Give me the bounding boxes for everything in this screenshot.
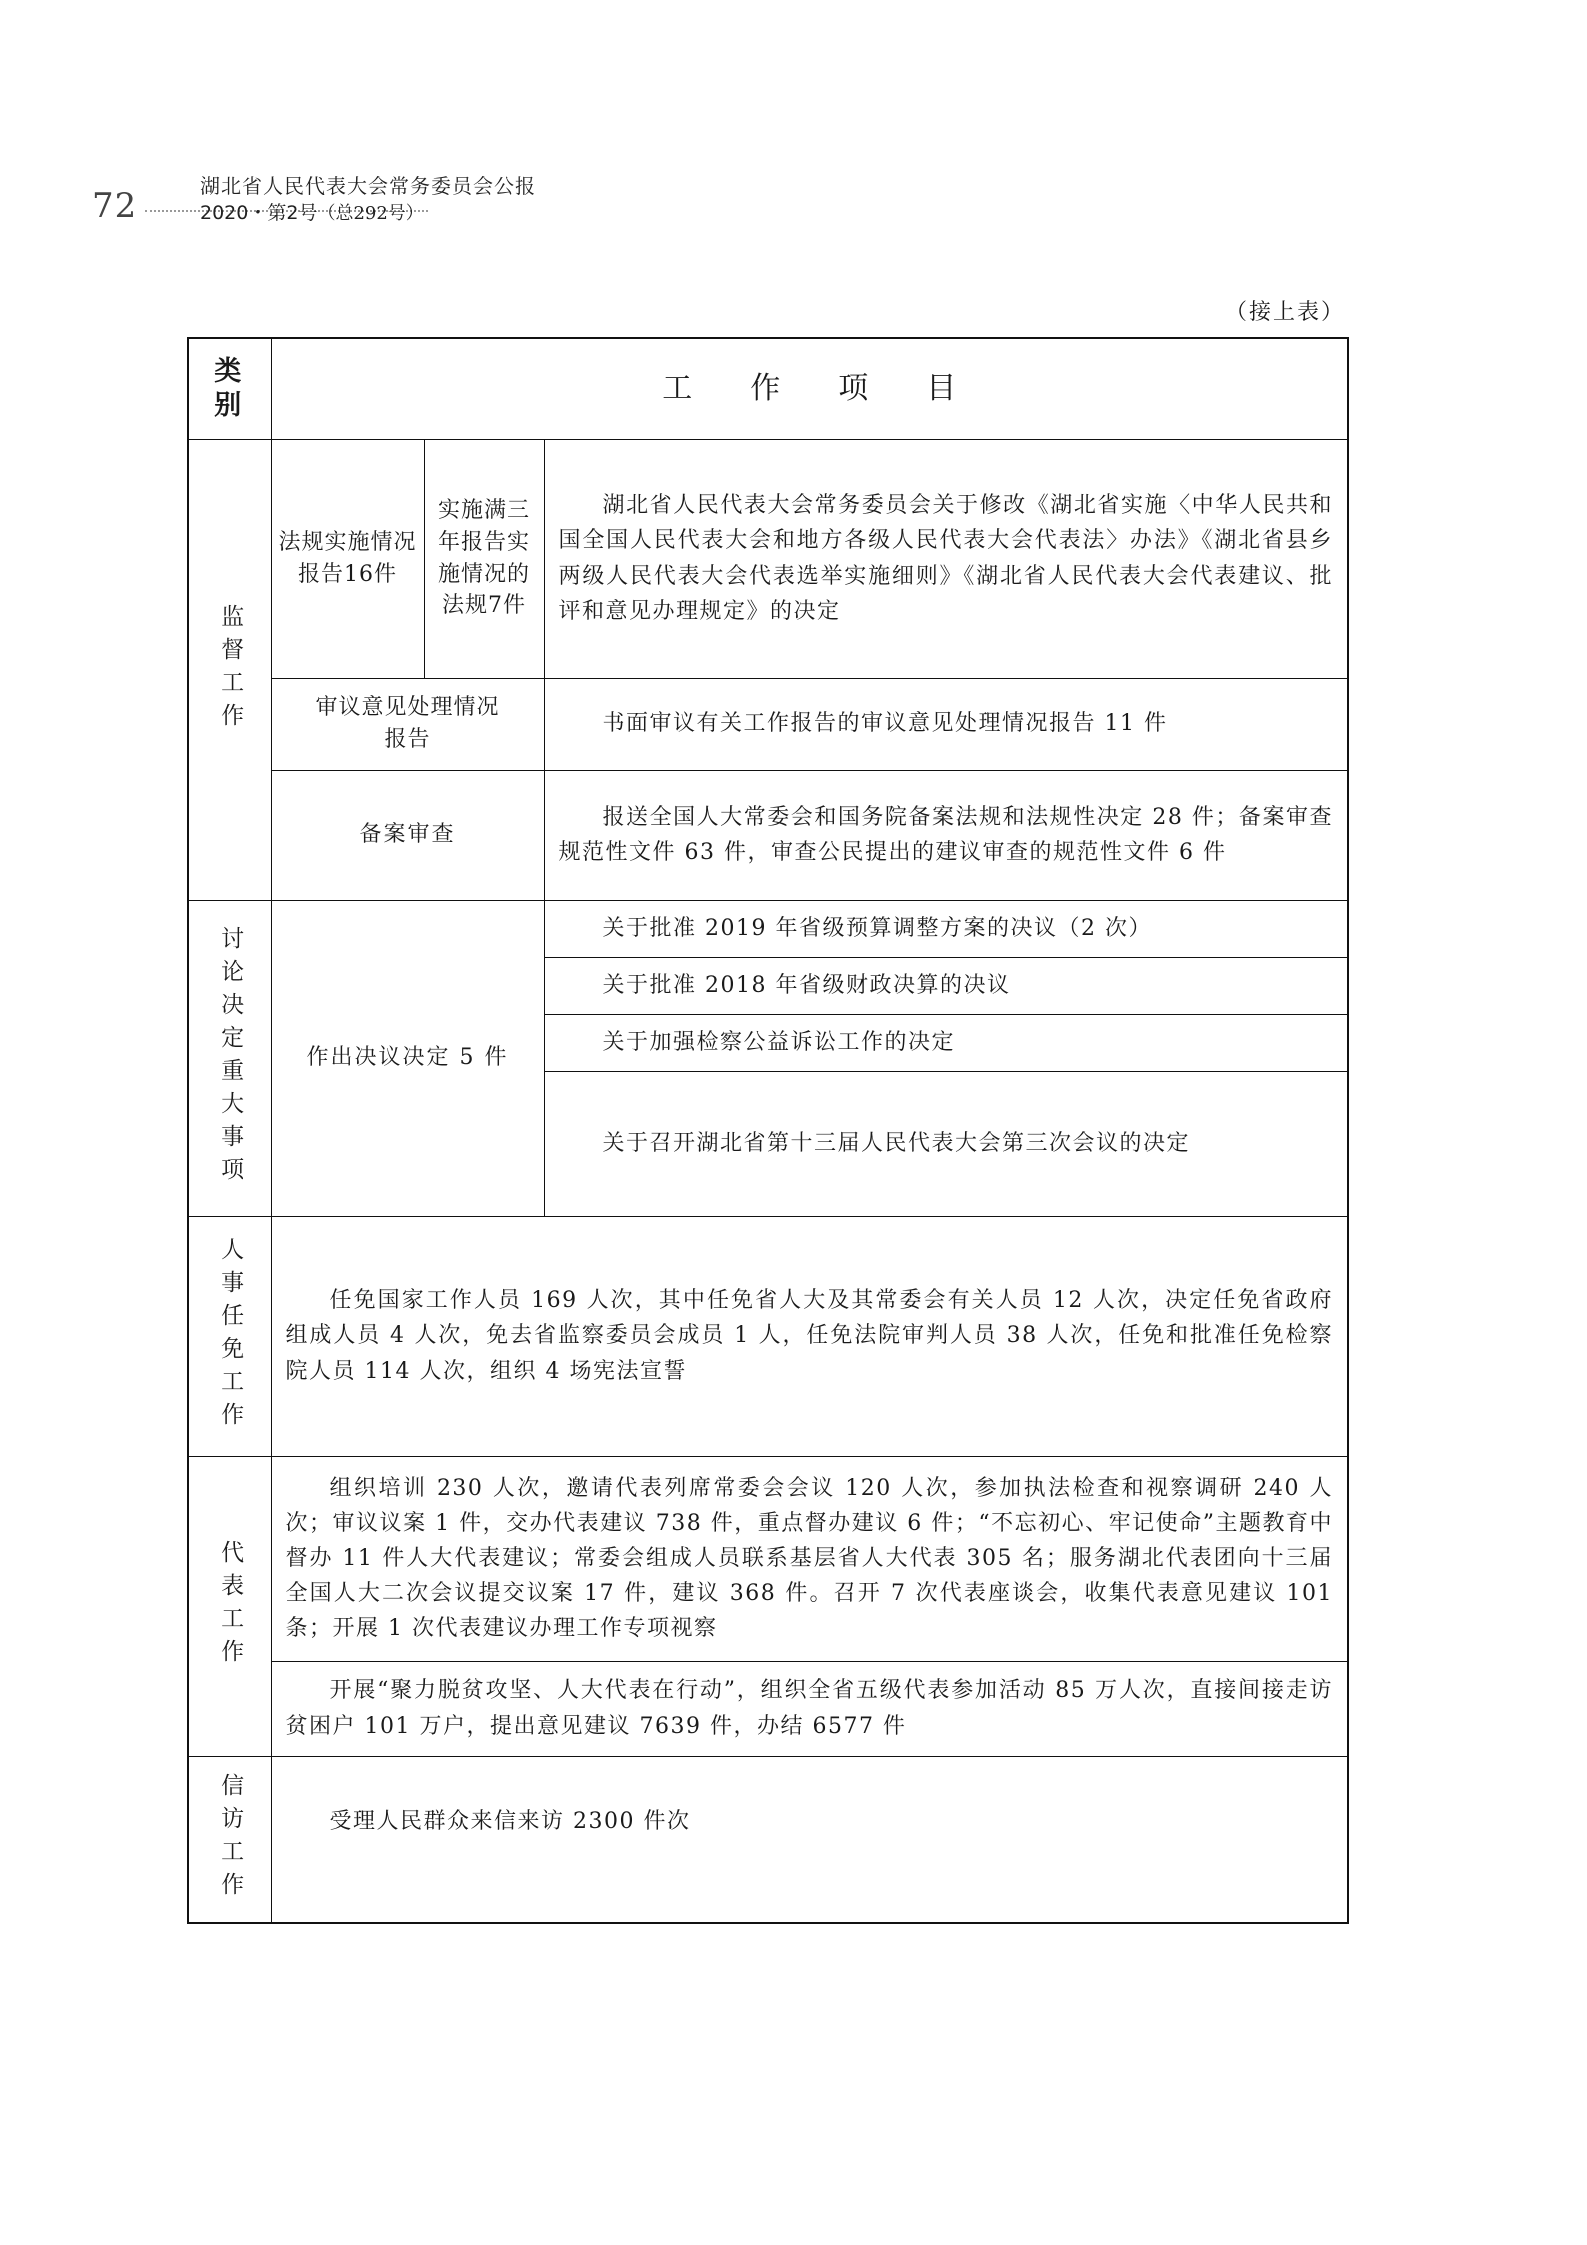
table-row [188, 439, 1348, 678]
category-decisions: 讨论决定重大事项 [217, 926, 244, 1190]
law-reports-content: 湖北省人民代表大会常务委员会关于修改《湖北省实施〈中华人民共和国全国人民代表大会和地方各级人民代表大会代表法〉办法》《湖北省县乡两级人民代表大会代表选举实施细则》《湖北省人民代表大会代表建议、批评和意见办理规定》的决定 [544, 439, 1348, 678]
table-row [188, 900, 1348, 957]
filing-content: 报送全国人大常委会和国务院备案法规和法规性决定 28 件；备案审查规范性文件 63 件，审查公民提出的建议审查的规范性文件 6 件 [544, 770, 1348, 900]
issue-number: 2020・第2号 [200, 202, 318, 224]
header-category: 类别 [214, 356, 246, 421]
petitions-content: 受理人民群众来信来访 2300 件次 [271, 1756, 1348, 1923]
issue-total: （总292号） [317, 203, 424, 224]
table-row [188, 770, 1348, 900]
decisions-label: 作出决议决定 5 件 [271, 900, 544, 1216]
law-reports-label: 法规实施情况报告16件 [271, 439, 424, 678]
table-row [188, 678, 1348, 770]
category-petitions: 信访工作 [217, 1773, 244, 1906]
category-deputies-cell [188, 1456, 271, 1756]
table-row [188, 1216, 1348, 1456]
category-deputies: 代表工作 [217, 1540, 244, 1672]
category-petitions-cell [188, 1756, 271, 1923]
filing-label: 备案审查 [271, 770, 544, 900]
decision-item-3: 关于加强检察公益诉讼工作的决定 [544, 1014, 1348, 1071]
decision-item-2: 关于批准 2018 年省级财政决算的决议 [544, 957, 1348, 1014]
category-decisions-cell [188, 900, 271, 1216]
deputies-content-1: 组织培训 230 人次，邀请代表列席常委会会议 120 人次，参加执法检查和视察调研 240 人次；审议议案 1 件，交办代表建议 738 件，重点督办建议 6 件；“不忘初心、牢记使命”主题教育中督办 11 件人大代表建议；常委会组成人员联系基层省人大代表 305 名；服务湖北代表团向十三届全国人大二次会议提交议案 17 件，建议 368 件。召开 7 次代表座谈会，收集代表意见建议 101 条；开展 1 次代表建议办理工作专项视察 [271, 1456, 1348, 1661]
continued-label: （接上表） [1225, 300, 1346, 325]
work-items-table [187, 337, 1349, 1924]
table-row [188, 1661, 1348, 1756]
category-supervision: 监督工作 [217, 603, 244, 736]
category-personnel-cell [188, 1216, 271, 1456]
decision-item-4: 关于召开湖北省第十三届人民代表大会第三次会议的决定 [544, 1071, 1348, 1216]
category-personnel: 人事任免工作 [217, 1237, 244, 1435]
law-reports-sub: 实施满三年报告实施情况的法规7件 [424, 439, 544, 678]
page-header [0, 0, 1587, 260]
table-header-row [188, 338, 1348, 439]
journal-title: 湖北省人民代表大会常务委员会公报 [200, 174, 536, 198]
page-number: 72 [92, 186, 138, 226]
table-row [188, 1456, 1348, 1661]
journal-issue [200, 198, 424, 225]
decision-item-1: 关于批准 2019 年省级预算调整方案的决议（2 次） [544, 900, 1348, 957]
table-row [188, 1756, 1348, 1923]
header-work-items: 工作项目 [271, 338, 1348, 439]
header-category-cell [188, 338, 271, 439]
personnel-content: 任免国家工作人员 169 人次，其中任免省人大及其常委会有关人员 12 人次，决定任免省政府组成人员 4 人次，免去省监察委员会成员 1 人，任免法院审判人员 38 人次，任免和批准任免检察院人员 114 人次，组织 4 场宪法宣誓 [271, 1216, 1348, 1456]
category-supervision-cell [188, 439, 271, 900]
review-label: 审议意见处理情况报告 [271, 678, 544, 770]
deputies-content-2: 开展“聚力脱贫攻坚、人大代表在行动”，组织全省五级代表参加活动 85 万人次，直接间接走访贫困户 101 万户，提出意见建议 7639 件，办结 6577 件 [271, 1661, 1348, 1756]
review-content: 书面审议有关工作报告的审议意见处理情况报告 11 件 [544, 678, 1348, 770]
